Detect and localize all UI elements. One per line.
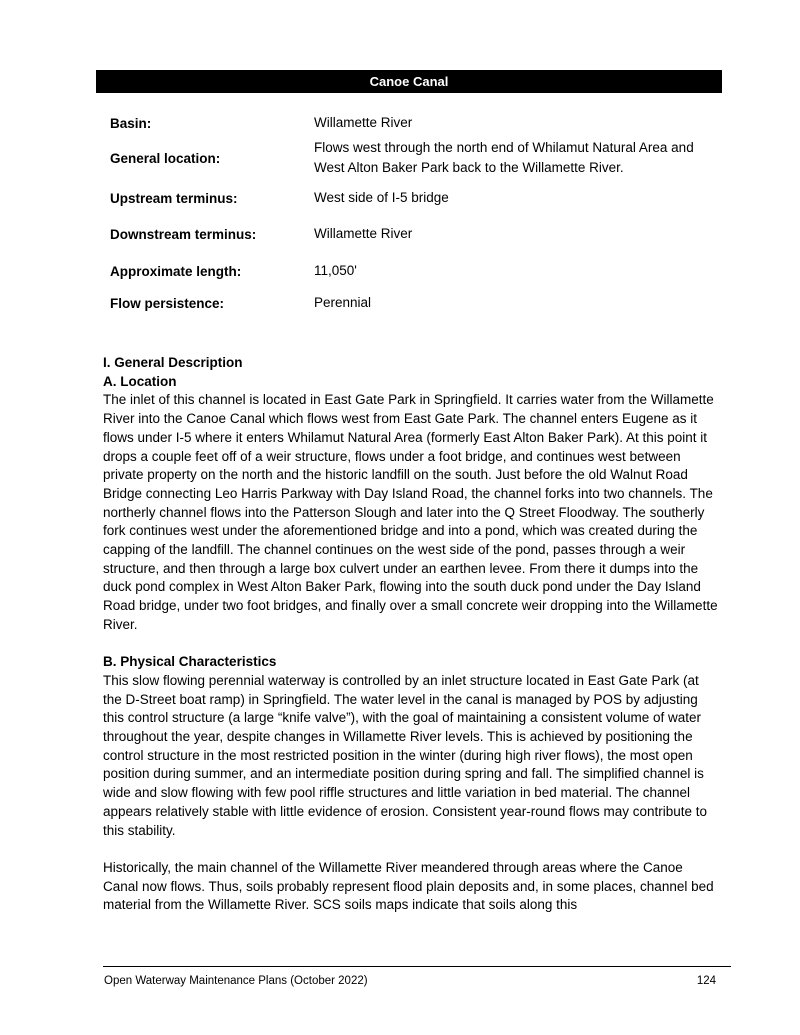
page-number: 124 <box>696 975 716 987</box>
info-value: 11,050' <box>314 263 357 278</box>
footer-title: Open Waterway Maintenance Plans (October 2022) <box>104 975 368 987</box>
subsection-heading-physical: B. Physical Characteristics <box>103 654 277 670</box>
info-label: Flow persistence: <box>110 295 225 311</box>
info-table <box>110 110 710 316</box>
info-row-flow-persistence <box>110 290 710 316</box>
info-row-downstream-terminus <box>110 216 710 252</box>
info-row-basin <box>110 110 710 136</box>
body-text <box>103 354 718 915</box>
info-label: Upstream terminus: <box>110 190 238 206</box>
section-heading: I. General Description <box>103 355 243 370</box>
page-title: Canoe Canal <box>96 70 722 93</box>
footer-rule <box>103 966 731 967</box>
location-paragraph: The inlet of this channel is located in East Gate Park in Springfield. It carries water from the Willamette River into the Canoe Canal which flows west from East Gate Park. The channel enters Eugene as it flows under I-5 where it enters Whilamut Natural Area (formerly East Alton Baker Park). At this point it drops a couple feet off of a weir structure, flows under a foot bridge, and continues west between private property on the north and the historic landfill on the south. Just before the old Walnut Road Bridge connecting Leo Harris Parkway with Day Island Road, the channel forks into two channels. The northerly channel flows into the Patterson Slough and later into the Q Street Floodway. The southerly fork continues west under the aforementioned bridge and into a pond, which was created during the capping of the landfill. The channel continues on the west side of the pond, passes through a weir structure, and then through a large box culvert under an earthen levee. From there it dumps into the duck pond complex in West Alton Baker Park, flowing into the south duck pond under the Day Island Road bridge, under two foot bridges, and finally over a small concrete weir dropping into the Willamette River. <box>103 392 718 632</box>
info-row-upstream-terminus <box>110 180 710 216</box>
info-value: Willamette River <box>314 226 413 241</box>
paragraph-gap <box>103 840 718 859</box>
info-value: Willamette River <box>314 115 413 130</box>
history-paragraph: Historically, the main channel of the Willamette River meandered through areas where the Canoe Canal now flows. Thus, soils probably represent flood plain deposits and, in some places, channel bed material from the Willamette River. SCS soils maps indicate that soils along this <box>103 859 714 913</box>
info-row-approximate-length <box>110 252 710 290</box>
info-value: West side of I-5 bridge <box>314 190 449 205</box>
info-label: General location: <box>110 150 221 166</box>
info-label: Basin: <box>110 115 152 131</box>
info-value: Flows west through the north end of Whilamut Natural Area and West Alton Baker Park back to the Willamette River. <box>314 140 694 175</box>
info-row-general-location <box>110 136 710 180</box>
info-value: Perennial <box>314 295 372 310</box>
subsection-heading-location: A. Location <box>103 373 177 389</box>
info-label: Approximate length: <box>110 263 242 279</box>
physical-paragraph: This slow flowing perennial waterway is controlled by an inlet structure located in East Gate Park (at the D-Street boat ramp) in Springfield. The water level in the canal is managed by POS by adjusting this control structure (a large “knife valve”), with the goal of maintaining a consistent volume of water throughout the year, despite changes in Willamette River levels. This is achieved by positioning the control structure in the most restricted position in the winter (during high river flows), the most open position during summer, and an intermediate position during spring and fall. The simplified channel is wide and slow flowing with few pool riffle structures and little variation in bed material. The channel appears relatively stable with little evidence of erosion. Consistent year-round flows may contribute to this stability. <box>103 672 708 838</box>
info-label: Downstream terminus: <box>110 226 257 242</box>
paragraph-gap <box>103 635 718 654</box>
